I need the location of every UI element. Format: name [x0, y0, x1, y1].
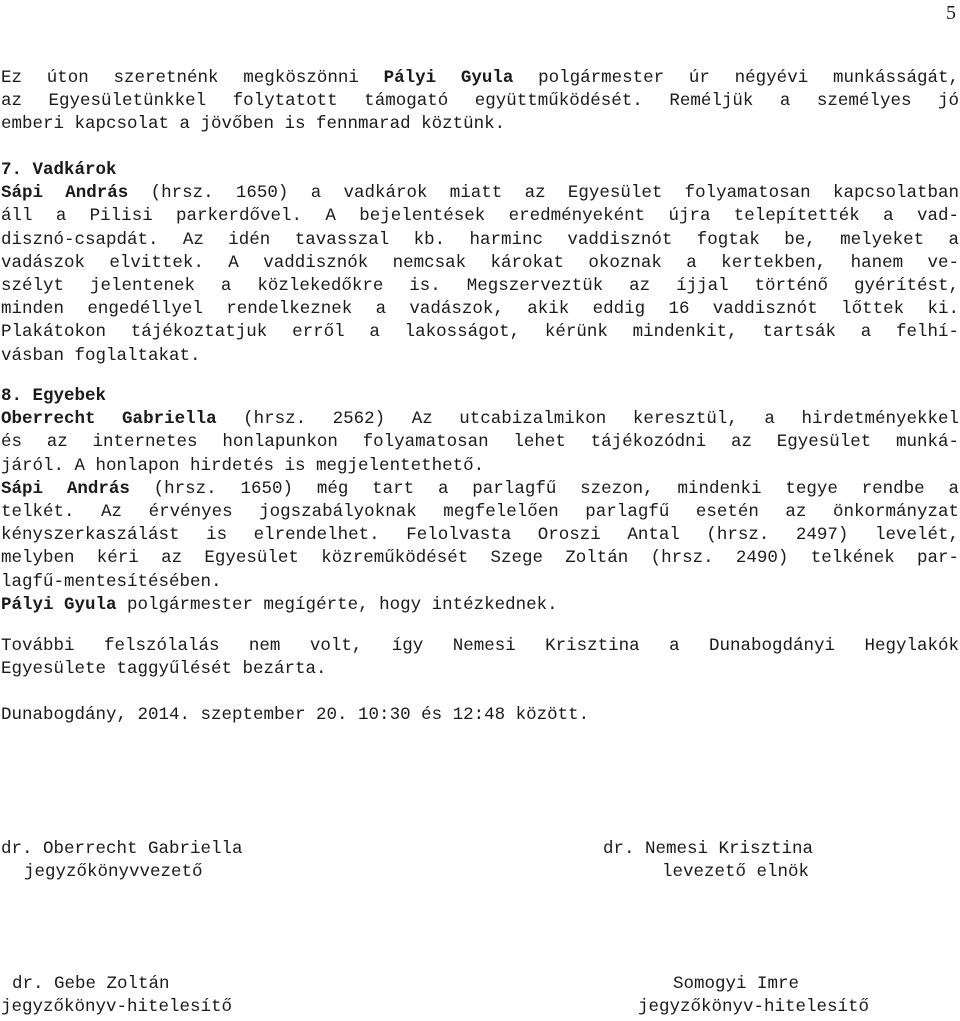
text-line: az Egyesületünkkel folytatott támogató együttműködését. Reméljük a személyes jó	[1, 91, 959, 112]
text-line: Plakátokon tájékoztatjuk erről a lakosságot, kérünk mindenkit, tartsák a felhí-	[1, 322, 959, 343]
text-line: Ez úton szeretnénk megköszönni Pályi Gyula polgármester úr négyévi munkásságát,	[1, 68, 959, 88]
text-line: Oberrecht Gabriella (hrsz. 2562) Az utcabizalmikon keresztül, a hirdetményekkel	[1, 409, 959, 430]
signature-1-role: jegyzőkönyvvezető	[24, 862, 203, 882]
text-line: és az internetes honlapunkon folyamatosan lehet tájékozódni az Egyesület munká-	[1, 432, 959, 453]
person-name: Pályi Gyula	[1, 594, 117, 615]
text-line: minden engedéllyel rendelkeznek a vadászok, akik eddig 16 vaddisznót lőttek ki.	[1, 299, 959, 320]
text-line: vásban foglaltakat.	[1, 345, 201, 366]
text-line: telkét. Az érvényes jogszabályoknak megfelelően parlagfű esetén az önkormányzat	[1, 501, 959, 522]
section-7	[1, 159, 959, 368]
signature-2-role: levezető elnök	[662, 862, 810, 882]
text-line: lagfű-mentesítésében.	[1, 571, 222, 592]
person-name: Oberrecht Gabriella	[1, 409, 217, 430]
text-line: melyben kéri az Egyesület közreműködését Szege Zoltán (hrsz. 2490) telkének par-	[1, 548, 959, 569]
closing-paragraph	[1, 635, 959, 681]
person-name: Sápi András	[1, 183, 129, 204]
text-line: További felszólalás nem volt, így Nemesi Krisztina a Dunabogdányi Hegylakók	[1, 636, 959, 656]
text-line: emberi kapcsolat a jövőben is fennmarad köztünk.	[1, 114, 506, 135]
date-line: Dunabogdány, 2014. szeptember 20. 10:30 és 12:48 között.	[1, 705, 590, 725]
signature-1-name: dr. Oberrecht Gabriella	[1, 839, 243, 859]
signature-3-role: jegyzőkönyv-hitelesítő	[1, 997, 233, 1017]
person-name: Sápi András	[1, 478, 130, 499]
text-line: szélyt jelentenek a közlekedőkre is. Megszerveztük az íjjal történő gyérítést,	[1, 275, 959, 296]
intro-paragraph	[1, 67, 959, 137]
text-line: Sápi András (hrsz. 1650) a vadkárok miatt az Egyesület folyamatosan kapcsolatban	[1, 183, 959, 204]
signature-2-name: dr. Nemesi Krisztina	[603, 839, 814, 859]
text-line: Sápi András (hrsz. 1650) még tart a parlagfű szezon, mindenki tegye rendbe a	[1, 478, 959, 499]
text-line: Pályi Gyula polgármester megígérte, hogy intézkednek.	[1, 594, 558, 615]
signature-4-name: Somogyi Imre	[673, 974, 800, 994]
text-line: áll a Pilisi parkerdővel. A bejelentések eredményeként újra telepítették a vad-	[1, 206, 959, 227]
text-line: vadászok elvittek. A vaddisznók nemcsak károkat okoznak a kertekben, hanem ve-	[1, 252, 959, 273]
text-line: Egyesülete taggyűlését bezárta.	[1, 659, 327, 680]
text-line: kényszerkaszálást is elrendelhet. Felolvasta Oroszi Antal (hrsz. 2497) levelét,	[1, 525, 959, 546]
signature-3-name: dr. Gebe Zoltán	[12, 974, 170, 994]
section-heading: 7. Vadkárok	[1, 160, 117, 180]
section-8	[1, 385, 959, 617]
text-line: disznó-csapdát. Az idén tavasszal kb. harminc vaddisznót fogtak be, melyeket a	[1, 229, 959, 250]
mayor-name: Pályi Gyula	[383, 68, 514, 88]
section-heading: 8. Egyebek	[1, 386, 107, 406]
signature-4-role: jegyzőkönyv-hitelesítő	[638, 997, 870, 1017]
page-number: 5	[946, 2, 956, 24]
text-line: járól. A honlapon hirdetés is megjelentethető.	[1, 455, 485, 476]
